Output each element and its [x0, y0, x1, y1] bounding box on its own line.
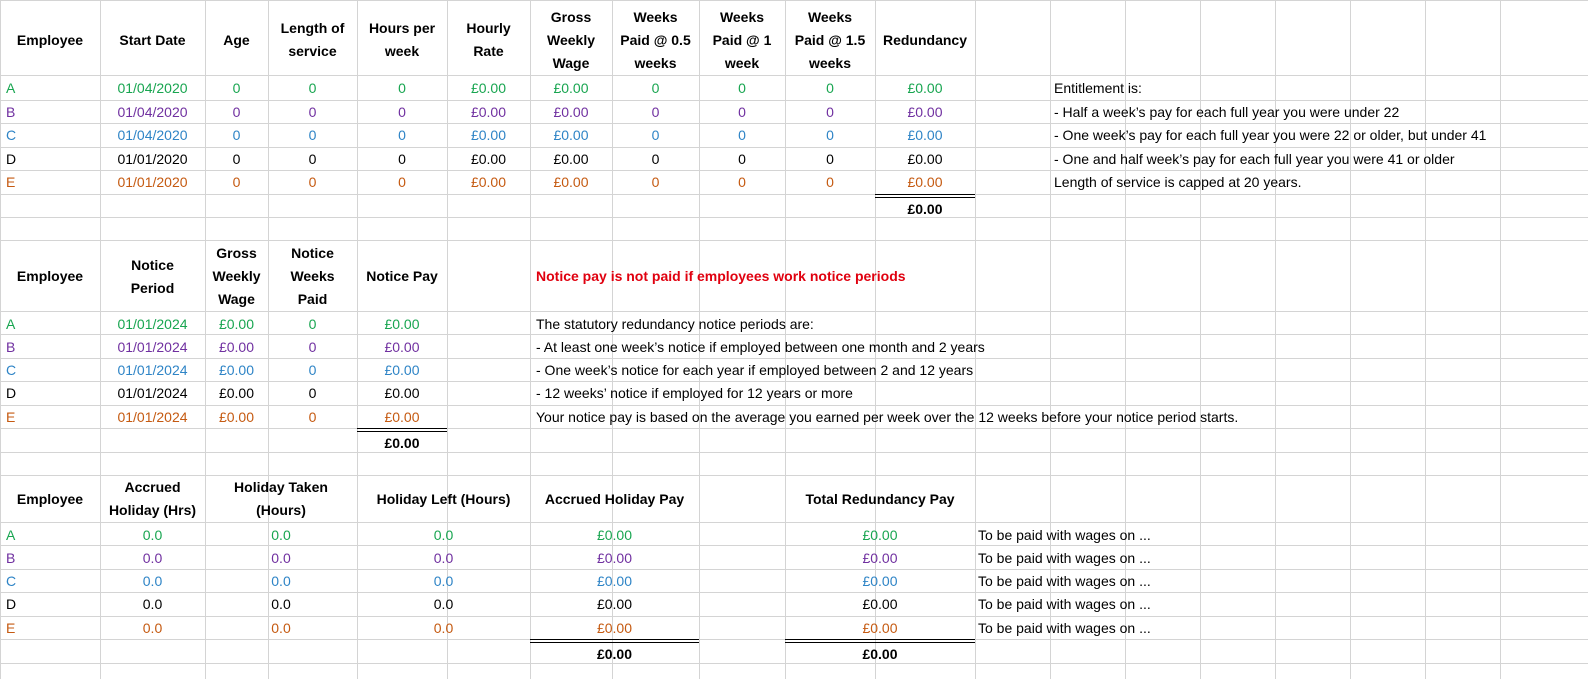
notice-cell-gross-weekly-wage[interactable]: £0.00 — [218, 339, 255, 355]
grid-row-line — [0, 217, 1588, 218]
redundancy-cell-hourly-rate[interactable]: £0.00 — [470, 127, 507, 143]
notice-cell-employee[interactable]: A — [6, 316, 16, 332]
holiday-cell-total-redundancy-pay[interactable]: £0.00 — [862, 550, 898, 566]
notice-cell-notice-period[interactable]: 01/01/2024 — [117, 339, 188, 355]
redundancy-cell-length-of-service[interactable]: 0 — [308, 104, 317, 120]
notice-cell-notice-weeks-paid[interactable]: 0 — [308, 362, 317, 378]
notice-cell-gross-weekly-wage[interactable]: £0.00 — [218, 362, 255, 378]
header-hours-per-week: Hours per week — [368, 20, 436, 59]
holiday-cell-holiday-taken[interactable]: 0.0 — [271, 620, 291, 636]
redundancy-cell-hourly-rate[interactable]: £0.00 — [470, 80, 507, 96]
grid-row-line — [0, 194, 1588, 195]
redundancy-cell-weeks-paid-one[interactable]: 0 — [738, 174, 746, 190]
redundancy-cell-employee[interactable]: D — [6, 151, 17, 167]
redundancy-note: - Half a week’s pay for each full year you were under 22 — [1054, 104, 1400, 120]
header-weeks-paid-one: Weeks Paid @ 1 week — [712, 8, 772, 71]
redundancy-note: Length of service is capped at 20 years. — [1054, 174, 1302, 190]
redundancy-note: - One week’s pay for each full year you were 22 or older, but under 41 — [1054, 127, 1487, 143]
grid-row-line — [0, 452, 1588, 453]
holiday-cell-employee[interactable]: B — [6, 550, 16, 566]
redundancy-cell-redundancy[interactable]: £0.00 — [907, 104, 943, 120]
notice-cell-notice-weeks-paid[interactable]: 0 — [308, 385, 317, 401]
grid-row-line — [0, 0, 1588, 1]
holiday-cell-accrued-holiday[interactable]: 0.0 — [142, 527, 163, 543]
notice-header-employee: Employee — [16, 268, 84, 284]
holiday-cell-accrued-holiday[interactable]: 0.0 — [142, 596, 163, 612]
holiday-cell-employee[interactable]: E — [6, 620, 16, 636]
redundancy-cell-length-of-service[interactable]: 0 — [308, 151, 317, 167]
notice-total[interactable]: £0.00 — [357, 428, 447, 452]
holiday-cell-accrued-holiday-pay[interactable]: £0.00 — [596, 620, 633, 636]
redundancy-cell-start-date[interactable]: 01/04/2020 — [117, 104, 188, 120]
holiday-cell-total-redundancy-pay[interactable]: £0.00 — [862, 573, 898, 589]
notice-cell-notice-pay[interactable]: £0.00 — [384, 409, 420, 425]
redundancy-cell-employee[interactable]: B — [6, 104, 16, 120]
redundancy-cell-length-of-service[interactable]: 0 — [308, 80, 317, 96]
redundancy-cell-gross-weekly-wage[interactable]: £0.00 — [553, 174, 589, 190]
redundancy-cell-weeks-paid-one-half[interactable]: 0 — [826, 127, 834, 143]
holiday-cell-employee[interactable]: C — [6, 573, 17, 589]
redundancy-cell-hours-per-week[interactable]: 0 — [398, 127, 406, 143]
redundancy-cell-redundancy[interactable]: £0.00 — [907, 80, 943, 96]
redundancy-cell-weeks-paid-one[interactable]: 0 — [738, 127, 746, 143]
redundancy-cell-weeks-paid-half[interactable]: 0 — [651, 151, 660, 167]
notice-cell-notice-period[interactable]: 01/01/2024 — [117, 385, 188, 401]
redundancy-cell-length-of-service[interactable]: 0 — [308, 127, 317, 143]
notice-cell-notice-pay[interactable]: £0.00 — [384, 316, 420, 332]
holiday-cell-accrued-holiday[interactable]: 0.0 — [142, 620, 163, 636]
holiday-cell-accrued-holiday[interactable]: 0.0 — [142, 550, 163, 566]
notice-note: - At least one week’s notice if employed between one month and 2 years — [536, 339, 985, 355]
redundancy-cell-age[interactable]: 0 — [232, 80, 241, 96]
redundancy-cell-weeks-paid-half[interactable]: 0 — [651, 104, 660, 120]
holiday-cell-holiday-taken[interactable]: 0.0 — [271, 596, 291, 612]
holiday-header-holiday-left: Holiday Left (Hours) — [376, 490, 511, 507]
notice-cell-notice-pay[interactable]: £0.00 — [384, 385, 420, 401]
redundancy-cell-age[interactable]: 0 — [232, 104, 241, 120]
redundancy-cell-hours-per-week[interactable]: 0 — [398, 104, 406, 120]
redundancy-cell-weeks-paid-one-half[interactable]: 0 — [826, 151, 834, 167]
redundancy-cell-weeks-paid-one[interactable]: 0 — [738, 80, 746, 96]
redundancy-cell-weeks-paid-half[interactable]: 0 — [651, 127, 660, 143]
header-hourly-rate: Hourly Rate — [466, 20, 511, 59]
holiday-cell-total-redundancy-pay[interactable]: £0.00 — [862, 527, 898, 543]
redundancy-cell-age[interactable]: 0 — [232, 174, 241, 190]
notice-warning: Notice pay is not paid if employees work notice periods — [536, 268, 906, 284]
redundancy-cell-employee[interactable]: C — [6, 127, 17, 143]
redundancy-cell-weeks-paid-one-half[interactable]: 0 — [826, 80, 834, 96]
redundancy-cell-redundancy[interactable]: £0.00 — [907, 174, 943, 190]
holiday-header-employee: Employee — [16, 490, 84, 507]
notice-cell-notice-weeks-paid[interactable]: 0 — [308, 339, 317, 355]
holiday-cell-holiday-taken[interactable]: 0.0 — [271, 573, 291, 589]
holiday-pay-total[interactable]: £0.00 — [530, 639, 699, 663]
header-gross-weekly-wage: Gross Weekly Wage — [547, 8, 595, 71]
holiday-header-accrued-holiday-pay: Accrued Holiday Pay — [544, 490, 685, 507]
header-weeks-paid-half: Weeks Paid @ 0.5 weeks — [620, 8, 691, 71]
redundancy-cell-gross-weekly-wage[interactable]: £0.00 — [553, 104, 589, 120]
holiday-cell-holiday-left[interactable]: 0.0 — [433, 573, 454, 589]
grid-row-line — [0, 240, 1588, 241]
notice-header-notice-period: Notice Period — [130, 256, 175, 296]
holiday-cell-accrued-holiday-pay[interactable]: £0.00 — [596, 527, 633, 543]
notice-header-gross-weekly-wage: Gross Weekly Wage — [212, 245, 261, 307]
redundancy-cell-gross-weekly-wage[interactable]: £0.00 — [553, 80, 589, 96]
notice-note: - One week’s notice for each year if employed between 2 and 12 years — [536, 362, 974, 378]
redundancy-note: - One and half week’s pay for each full year you were 41 or older — [1054, 151, 1455, 167]
holiday-note: To be paid with wages on ... — [978, 620, 1151, 636]
holiday-note: To be paid with wages on ... — [978, 550, 1151, 566]
grid-row-line — [0, 663, 1588, 664]
notice-cell-notice-period[interactable]: 01/01/2024 — [117, 362, 188, 378]
holiday-cell-holiday-taken[interactable]: 0.0 — [271, 550, 291, 566]
holiday-cell-accrued-holiday-pay[interactable]: £0.00 — [596, 573, 633, 589]
redundancy-cell-weeks-paid-one[interactable]: 0 — [738, 104, 746, 120]
header-weeks-paid-one-half: Weeks Paid @ 1.5 weeks — [794, 8, 866, 71]
redundancy-cell-weeks-paid-one[interactable]: 0 — [738, 151, 746, 167]
redundancy-cell-age[interactable]: 0 — [232, 127, 241, 143]
holiday-cell-accrued-holiday-pay[interactable]: £0.00 — [596, 550, 633, 566]
redundancy-cell-hours-per-week[interactable]: 0 — [398, 151, 406, 167]
redundancy-cell-age[interactable]: 0 — [232, 151, 241, 167]
notice-cell-employee[interactable]: C — [6, 362, 17, 378]
redundancy-cell-employee[interactable]: E — [6, 174, 16, 190]
notice-cell-notice-period[interactable]: 01/01/2024 — [117, 316, 188, 332]
redundancy-cell-start-date[interactable]: 01/04/2020 — [117, 80, 188, 96]
holiday-cell-total-redundancy-pay[interactable]: £0.00 — [862, 620, 898, 636]
redundancy-cell-length-of-service[interactable]: 0 — [308, 174, 317, 190]
redundancy-cell-weeks-paid-half[interactable]: 0 — [651, 174, 660, 190]
notice-cell-gross-weekly-wage[interactable]: £0.00 — [218, 385, 255, 401]
grand-total[interactable]: £0.00 — [785, 639, 975, 663]
notice-cell-notice-pay[interactable]: £0.00 — [384, 339, 420, 355]
notice-cell-gross-weekly-wage[interactable]: £0.00 — [218, 316, 255, 332]
holiday-cell-accrued-holiday-pay[interactable]: £0.00 — [596, 596, 633, 612]
header-age: Age — [223, 31, 250, 48]
notice-cell-employee[interactable]: E — [6, 409, 16, 425]
notice-header-notice-pay: Notice Pay — [366, 268, 438, 284]
redundancy-cell-weeks-paid-one-half[interactable]: 0 — [826, 174, 834, 190]
holiday-cell-employee[interactable]: A — [6, 527, 16, 543]
redundancy-cell-start-date[interactable]: 01/04/2020 — [117, 127, 188, 143]
redundancy-cell-hours-per-week[interactable]: 0 — [398, 80, 406, 96]
notice-cell-notice-weeks-paid[interactable]: 0 — [308, 409, 317, 425]
holiday-note: To be paid with wages on ... — [978, 573, 1151, 589]
redundancy-cell-employee[interactable]: A — [6, 80, 16, 96]
holiday-cell-holiday-left[interactable]: 0.0 — [433, 620, 454, 636]
holiday-cell-holiday-left[interactable]: 0.0 — [433, 550, 454, 566]
redundancy-cell-start-date[interactable]: 01/01/2020 — [117, 151, 188, 167]
holiday-cell-holiday-taken[interactable]: 0.0 — [271, 527, 291, 543]
holiday-cell-total-redundancy-pay[interactable]: £0.00 — [862, 596, 898, 612]
notice-note: Your notice pay is based on the average you earned per week over the 12 weeks before your notice period starts. — [536, 409, 1239, 425]
header-redundancy: Redundancy — [882, 31, 967, 48]
notice-note: - 12 weeks’ notice if employed for 12 years or more — [536, 385, 853, 401]
redundancy-cell-start-date[interactable]: 01/01/2020 — [117, 174, 188, 190]
redundancy-total[interactable]: £0.00 — [875, 194, 975, 218]
redundancy-cell-weeks-paid-one-half[interactable]: 0 — [826, 104, 834, 120]
notice-header-notice-weeks-paid: Notice Weeks Paid — [290, 245, 335, 307]
holiday-cell-holiday-left[interactable]: 0.0 — [433, 527, 454, 543]
holiday-note: To be paid with wages on ... — [978, 596, 1151, 612]
notice-cell-notice-pay[interactable]: £0.00 — [384, 362, 420, 378]
header-start-date: Start Date — [119, 31, 186, 48]
header-length-of-service: Length of service — [280, 20, 345, 59]
holiday-note: To be paid with wages on ... — [978, 527, 1151, 543]
holiday-cell-accrued-holiday[interactable]: 0.0 — [142, 573, 163, 589]
header-employee: Employee — [16, 31, 84, 48]
holiday-cell-employee[interactable]: D — [6, 596, 17, 612]
notice-cell-gross-weekly-wage[interactable]: £0.00 — [218, 409, 255, 425]
holiday-header-holiday-taken: Holiday Taken (Hours) — [234, 479, 328, 518]
redundancy-cell-hourly-rate[interactable]: £0.00 — [470, 174, 507, 190]
redundancy-cell-gross-weekly-wage[interactable]: £0.00 — [553, 127, 589, 143]
holiday-header-total-redundancy-pay: Total Redundancy Pay — [805, 490, 955, 507]
notice-cell-notice-weeks-paid[interactable]: 0 — [308, 316, 317, 332]
redundancy-cell-hourly-rate[interactable]: £0.00 — [470, 151, 507, 167]
redundancy-cell-redundancy[interactable]: £0.00 — [907, 151, 943, 167]
redundancy-cell-weeks-paid-half[interactable]: 0 — [651, 80, 660, 96]
redundancy-cell-hourly-rate[interactable]: £0.00 — [470, 104, 507, 120]
notice-cell-employee[interactable]: B — [6, 339, 16, 355]
holiday-header-accrued-holiday: Accrued Holiday (Hrs) — [108, 479, 197, 518]
holiday-cell-holiday-left[interactable]: 0.0 — [433, 596, 454, 612]
redundancy-cell-gross-weekly-wage[interactable]: £0.00 — [553, 151, 589, 167]
redundancy-cell-hours-per-week[interactable]: 0 — [398, 174, 406, 190]
redundancy-cell-redundancy[interactable]: £0.00 — [907, 127, 943, 143]
notice-cell-employee[interactable]: D — [6, 385, 17, 401]
notice-cell-notice-period[interactable]: 01/01/2024 — [117, 409, 188, 425]
redundancy-note: Entitlement is: — [1054, 80, 1142, 96]
notice-note: The statutory redundancy notice periods are: — [536, 316, 814, 332]
